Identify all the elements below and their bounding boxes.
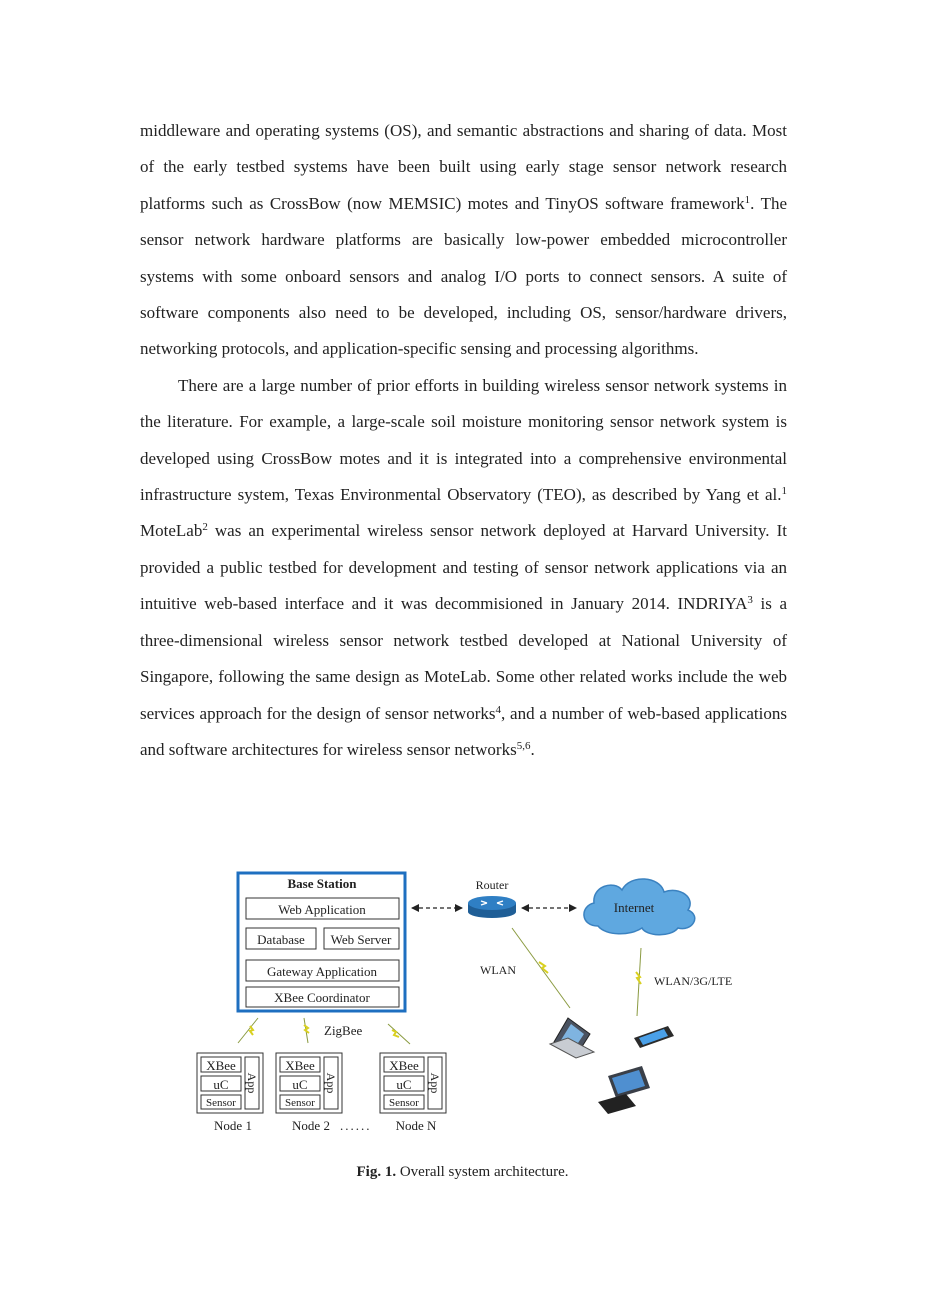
node-1-uc-label: uC <box>213 1077 229 1092</box>
node-1-sensor-label: Sensor <box>206 1097 236 1109</box>
figure-caption <box>0 1164 925 1181</box>
sensor-node-n <box>380 1053 446 1133</box>
zigbee-signal-2-icon <box>304 1025 309 1033</box>
citation-motelab: 2 <box>202 521 208 534</box>
node-n-sensor-label: Sensor <box>389 1097 419 1109</box>
paragraph-2-text-f: . <box>530 739 535 759</box>
smartphone <box>634 1026 674 1048</box>
paragraph-1 <box>140 113 787 368</box>
zigbee-label: ZigBee <box>324 1023 363 1038</box>
zigbee-link-n <box>388 1024 410 1044</box>
internet-cloud <box>584 879 695 935</box>
node-2-label: Node 2 <box>292 1118 330 1133</box>
paragraph-1-text-a: middleware and operating systems (OS), and semantic abstractions and sharing of data. Most of the early testbed systems have been built using early stage sensor network research platforms such as CrossBow (now MEMSIC) motes and TinyOS software framework <box>140 121 787 213</box>
citation-yang: 1 <box>781 485 787 498</box>
paragraph-2 <box>140 368 787 768</box>
database-label: Database <box>257 932 305 947</box>
xbee-coordinator-label: XBee Coordinator <box>274 990 370 1005</box>
sensor-node-1 <box>197 1053 263 1133</box>
paragraph-2-text-d: is a three-dimensional wireless sensor network testbed developed at National University of Singapore, following the same design as MoteLab. Some other related works include the web services approach for the design of sensor networks <box>140 594 787 723</box>
system-architecture-figure <box>190 866 750 1141</box>
internet-label: Internet <box>613 900 655 915</box>
citation-indriya: 3 <box>747 594 753 607</box>
node-2-xbee-label: XBee <box>285 1058 315 1073</box>
node-1-xbee-label: XBee <box>206 1058 236 1073</box>
architecture-diagram <box>190 866 750 1141</box>
node-2-app-label: App <box>324 1072 338 1094</box>
paragraph-2-text-a: There are a large number of prior efforts in building wireless sensor network systems in the literature. For example, a large-scale soil moisture monitoring sensor network system is developed using CrossBow motes and it is integrated into a comprehensive environmental infrastructure system, Texas Environmental Observatory (TEO), as described by Yang et al. <box>140 375 787 505</box>
desktop <box>598 1066 650 1114</box>
body-text <box>140 113 787 768</box>
caption-text: Overall system architecture. <box>396 1164 569 1180</box>
paragraph-1-text-b: . The sensor network hardware platforms are basically low-power embedded microcontroller systems with some onboard sensors and analog I/O ports to connect sensors. A suite of software components also need to be developed, including OS, sensor/hardware drivers, networking protocols, and application-specific sensing and processing algorithms. <box>140 193 787 359</box>
sensor-node-2 <box>276 1053 342 1133</box>
gateway-application-label: Gateway Application <box>266 964 378 979</box>
web-application-label: Web Application <box>278 902 366 917</box>
laptop <box>550 1018 594 1058</box>
node-1-label: Node 1 <box>214 1118 252 1133</box>
wlan-3g-lte-label: WLAN/3G/LTE <box>654 974 733 988</box>
node-n-app-label: App <box>428 1072 442 1094</box>
wlan-label: WLAN <box>480 963 516 977</box>
node-2-sensor-label: Sensor <box>285 1097 315 1109</box>
node-ellipsis: ...... <box>340 1118 372 1133</box>
node-1-app-label: App <box>245 1072 259 1094</box>
citation-1: 1 <box>744 193 751 206</box>
router-icon <box>468 896 516 910</box>
node-n-label: Node N <box>395 1118 437 1133</box>
router <box>468 878 516 918</box>
base-station-title: Base Station <box>287 876 357 891</box>
base-station <box>238 873 405 1011</box>
node-2-uc-label: uC <box>292 1077 308 1092</box>
node-n-uc-label: uC <box>396 1077 412 1092</box>
paragraph-2-text-b: MoteLab <box>140 521 203 541</box>
citation-web-based: 5,6 <box>516 739 531 752</box>
zigbee-link-1 <box>238 1018 258 1043</box>
paragraph-2-text-e: , and a number of web-based applications and software architectures for wireless sensor networks <box>140 703 787 759</box>
node-n-xbee-label: XBee <box>389 1058 419 1073</box>
zigbee-signal-1-icon <box>250 1026 253 1035</box>
web-server-label: Web Server <box>330 932 392 947</box>
paragraph-2-text-c: was an experimental wireless sensor network deployed at Harvard University. It provided a public testbed for development and testing of sensor network applications via an intuitive web-based interface and it was decommisioned in January 2014. INDRIYA <box>140 521 787 614</box>
router-label: Router <box>475 878 509 892</box>
desktop-keyboard <box>598 1094 636 1114</box>
caption-label: Fig. 1. <box>356 1164 397 1180</box>
citation-web-services: 4 <box>495 703 501 716</box>
